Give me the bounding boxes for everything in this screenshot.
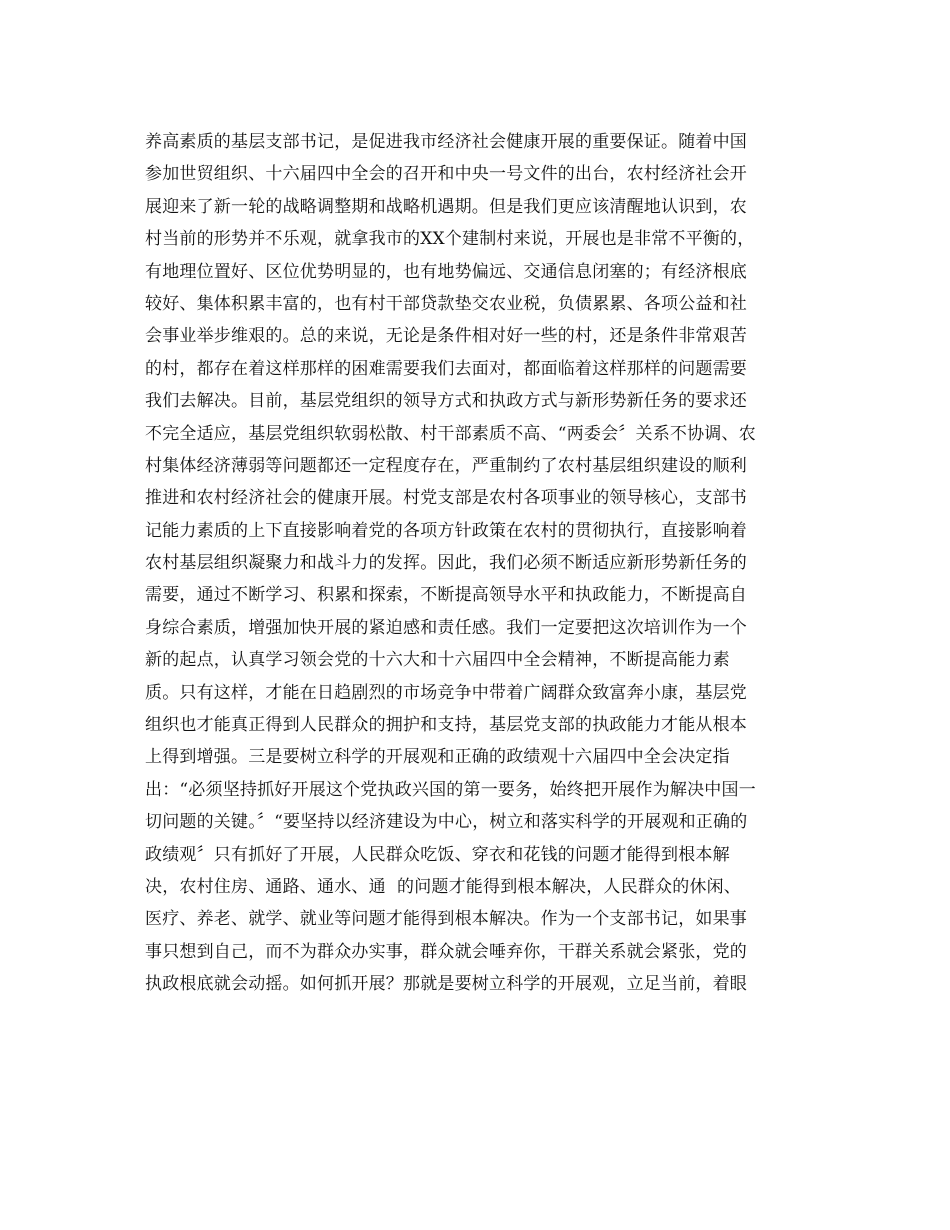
text-line: 不完全适应，基层党组织软弱松散、村干部素质不高、“两委会〞关系不协调、农 bbox=[145, 423, 756, 444]
text-line: 村当前的形势并不乐观，就拿我市的XX个建制村来说，开展也是非常不平衡的， bbox=[145, 229, 755, 250]
text-line: 质。只有这样，才能在日趋剧烈的市场竞争中带着广阔群众致富奔小康，基层党 bbox=[145, 682, 747, 703]
text-line: 事只想到自己，而不为群众办实事，群众就会唾弃你，干群关系就会紧张，党的 bbox=[145, 941, 747, 962]
text-line: 切问题的关键。〞“要坚持以经济建设为中心，树立和落实科学的开展观和正确的 bbox=[145, 812, 748, 833]
text-line: 养高素质的基层支部书记，是促进我市经济社会健康开展的重要保证。随着中国 bbox=[145, 132, 747, 152]
text-line: 记能力素质的上下直接影响着党的各项方针政策在农村的贯彻执行，直接影响着 bbox=[145, 520, 747, 541]
body-paragraph bbox=[145, 126, 845, 1001]
text-line: 有地理位置好、区位优势明显的，也有地势偏远、交通信息闭塞的；有经济根底 bbox=[145, 261, 747, 282]
text-line: 展迎来了新一轮的战略调整期和战略机遇期。但是我们更应该清醒地认识到，农 bbox=[145, 196, 747, 217]
text-line: 新的起点，认真学习领会党的十六大和十六届四中全会精神，不断提高能力素 bbox=[145, 650, 730, 671]
text-line: 推进和农村经济社会的健康开展。村党支部是农村各项事业的领导核心，支部书 bbox=[145, 488, 747, 509]
text-line: 决，农村住房、通路、通水、通 的问题才能得到根本解决，人民群众的休闲、 bbox=[145, 876, 742, 897]
text-line: 我们去解决。目前，基层党组织的领导方式和执政方式与新形势新任务的要求还 bbox=[145, 391, 747, 412]
text-line: 的村，都存在着这样那样的困难需要我们去面对，都面临着这样那样的问题需要 bbox=[145, 358, 747, 379]
text-line: 政绩观〞只有抓好了开展，人民群众吃饭、穿衣和花钱的问题才能得到根本解 bbox=[145, 844, 730, 865]
text-line: 出：“必须坚持抓好开展这个党执政兴国的第一要务，始终把开展作为解决中国一 bbox=[145, 779, 756, 800]
text-line: 会事业举步维艰的。总的来说，无论是条件相对好一些的村，还是条件非常艰苦 bbox=[145, 326, 747, 347]
text-line: 村集体经济薄弱等问题都还一定程度存在，严重制约了农村基层组织建设的顺利 bbox=[145, 455, 747, 476]
text-line: 执政根底就会动摇。如何抓开展？那就是要树立科学的开展观，立足当前，着眼 bbox=[145, 974, 747, 995]
text-line: 农村基层组织凝聚力和战斗力的发挥。因此，我们必须不断适应新形势新任务的 bbox=[145, 553, 747, 574]
text-line: 上得到增强。三是要树立科学的开展观和正确的政绩观十六届四中全会决定指 bbox=[145, 747, 730, 768]
text-line: 身综合素质，增强加快开展的紧迫感和责任感。我们一定要把这次培训作为一个 bbox=[145, 617, 747, 638]
text-line: 医疗、养老、就学、就业等问题才能得到根本解决。作为一个支部书记，如果事 bbox=[145, 909, 747, 930]
text-line: 需要，通过不断学习、积累和探索，不断提高领导水平和执政能力，不断提高自 bbox=[145, 585, 747, 606]
text-line: 组织也才能真正得到人民群众的拥护和支持，基层党支部的执政能力才能从根本 bbox=[145, 715, 747, 736]
text-line: 参加世贸组织、十六届四中全会的召开和中央一号文件的出台，农村经济社会开 bbox=[145, 164, 747, 185]
text-line: 较好、集体积累丰富的，也有村干部贷款垫交农业税，负债累累、各项公益和社 bbox=[145, 293, 747, 314]
